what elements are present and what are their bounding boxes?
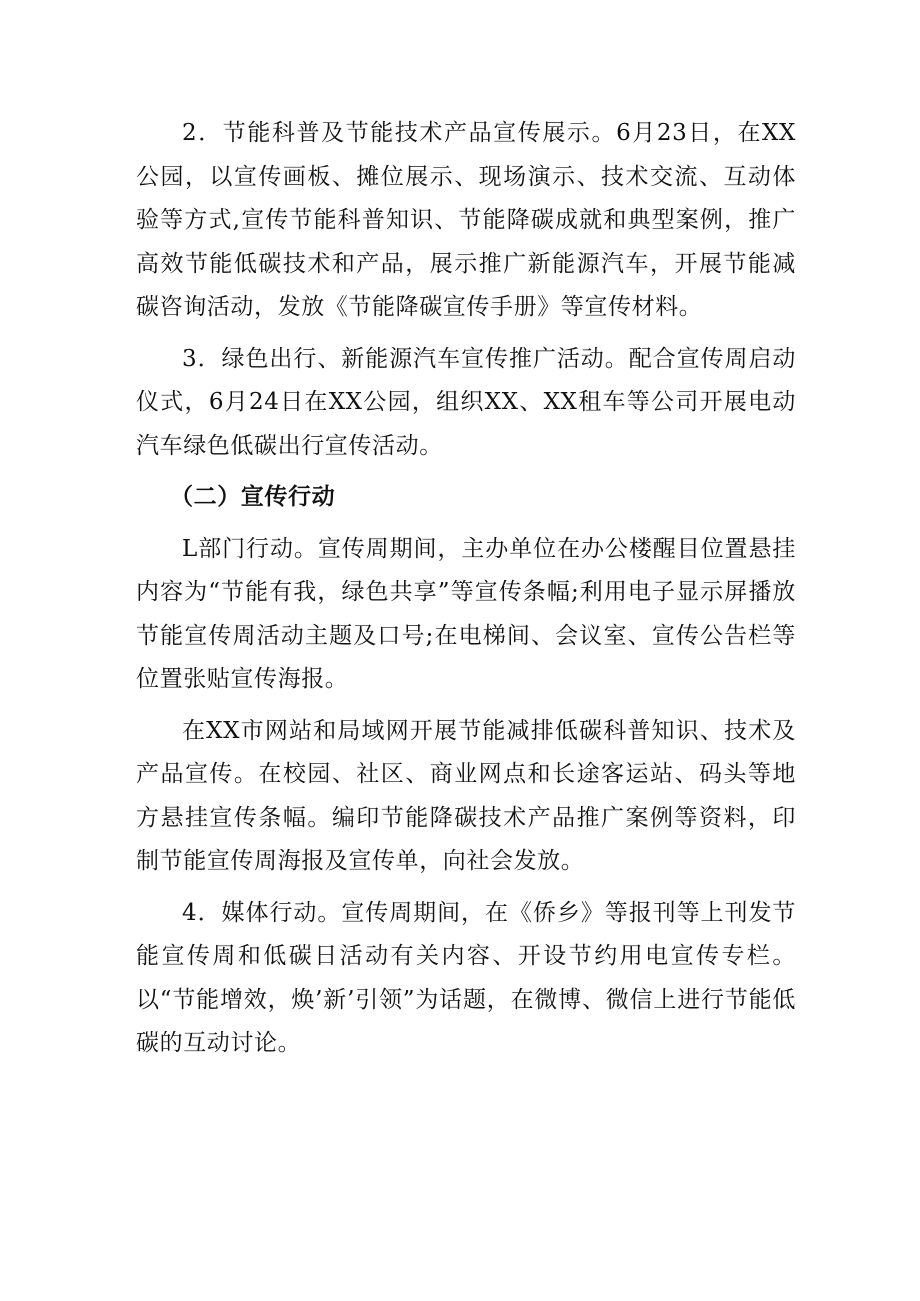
paragraph-item-3: 3．绿色出行、新能源汽车宣传推广活动。配合宣传周启动仪式，6月24日在XX公园，组织XX、XX租车等公司开展电动汽车绿色低碳出行宣传活动。 bbox=[136, 345, 796, 459]
document-body bbox=[136, 112, 796, 1074]
paragraph-item-2: 2．节能科普及节能技术产品宣传展示。6月23日，在XX公园，以宣传画板、摊位展示、现场演示、技术交流、互动体验等方式,宣传节能科普知识、节能降碳成就和典型案例，推广高效节能低碳技术和产品，展示推广新能源汽车，开展节能减碳咨询活动，发放《节能降碳宣传手册》等宣传材料。 bbox=[136, 120, 796, 320]
paragraph-item-4: 4．媒体行动。宣传周期间，在《侨乡》等报刊等上刊发节能宣传周和低碳日活动有关内容、开设节约用电宣传专栏。以“节能增效，焕’新’引领”为话题，在微博、微信上进行节能低碳的互动讨论。 bbox=[136, 899, 796, 1056]
paragraph-city-website: 在XX市网站和局域网开展节能减排低碳科普知识、技术及产品宣传。在校园、社区、商业网点和长途客运站、码头等地方悬挂宣传条幅。编印节能降碳技术产品推广案例等资料，印制节能宣传周海报及宣传单，向社会发放。 bbox=[136, 717, 796, 874]
paragraph-department-action: L部门行动。宣传周期间，主办单位在办公楼醒目位置悬挂内容为“节能有我，绿色共享”等宣传条幅;利用电子显示屏播放节能宣传周活动主题及口号;在电梯间、会议室、宣传公告栏等位置张贴宣传海报。 bbox=[136, 535, 796, 692]
section-heading: （二）宣传行动 bbox=[170, 484, 336, 510]
